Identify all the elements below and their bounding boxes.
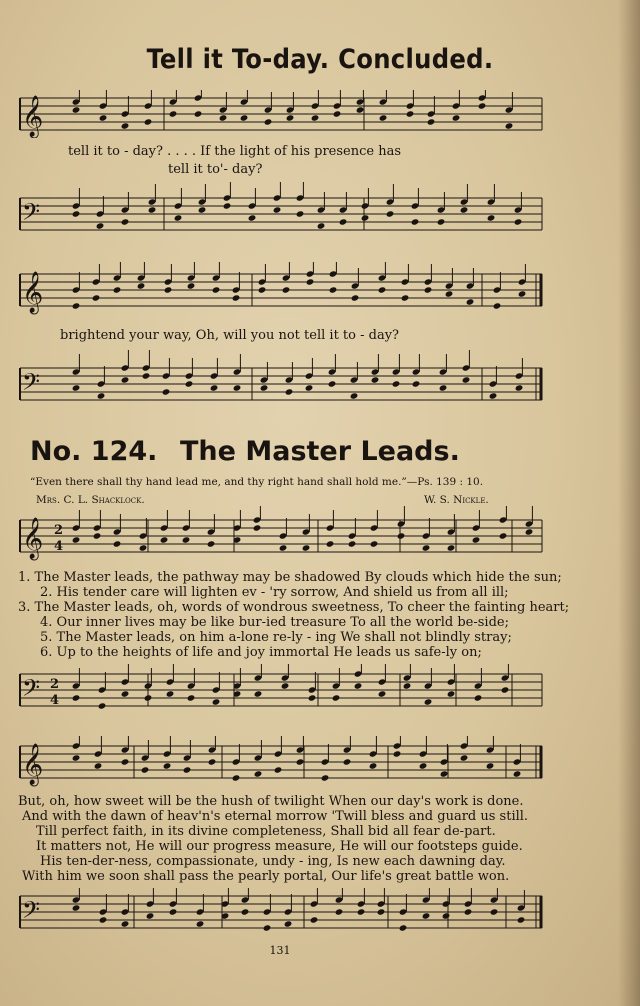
note-head [354,682,363,689]
verse-1b: But, oh, how sweet will be the hush of twilight When our day's work is done. [18,794,524,809]
note-head [440,770,449,777]
note-head [185,380,194,387]
note-head [442,912,451,919]
note-head [517,916,526,923]
note-head [305,384,314,391]
note-head [183,766,192,773]
note-head [212,286,221,293]
note-head [393,750,402,757]
note-head [72,754,81,761]
note-head [378,690,387,697]
note-head [525,528,534,535]
note-head [163,762,172,769]
note-head [99,114,108,121]
note-head [198,206,207,213]
treble-staff-system4 [16,736,546,792]
note-head [329,286,338,293]
note-head [144,694,153,701]
note-head [187,282,196,289]
note-head [113,286,122,293]
note-head [403,682,412,689]
note-head [282,286,291,293]
note-head [486,762,495,769]
note-head [406,110,415,117]
note-head [515,384,524,391]
note-head [296,210,305,217]
verse-4b: It matters not, He will our progress measure, He will our footsteps guide. [36,839,523,854]
note-head [369,762,378,769]
note-head [447,544,456,551]
note-head [240,114,249,121]
note-head [401,294,410,301]
note-head [98,702,107,709]
page-edge-shadow [618,0,640,1006]
note-head [397,532,406,539]
note-head [72,536,81,543]
note-head [310,916,319,923]
note-head [160,536,169,543]
note-head [302,544,311,551]
bass-staff-system3 [16,664,546,720]
svg-text:4: 4 [50,693,60,708]
note-head [439,384,448,391]
note-head [412,380,421,387]
note-head [356,106,365,113]
note-head [489,392,498,399]
lyric-line-1b: tell it to'- day? [168,162,263,177]
bass-staff-system1 [16,182,546,242]
note-head [212,698,221,705]
note-head [169,110,178,117]
note-head [253,524,262,531]
note-head [187,694,196,701]
note-head [437,218,446,225]
note-head [321,774,330,781]
note-head [311,114,320,121]
note-head [357,908,366,915]
verse-3b: Till perfect faith, in its divine completeness, Shall bid all fear de-part. [36,824,496,839]
note-head [196,920,205,927]
note-head [466,298,475,305]
note-head [478,102,487,109]
note-head [490,908,499,915]
bass-staff-system2 [16,348,546,414]
hymn-number: No. 124. [30,436,158,467]
author-credit: Mrs. C. L. Shacklock. [36,494,145,506]
note-head [241,908,250,915]
verse-1a: 1. The Master leads, the pathway may be shadowed By clouds which hide the sun; [18,570,562,585]
svg-text:2: 2 [54,523,64,538]
note-head [339,218,348,225]
note-head [472,536,481,543]
note-head [419,762,428,769]
note-head [474,694,483,701]
note-head [258,286,267,293]
note-head [501,686,510,693]
note-head [285,388,294,395]
note-head [121,690,130,697]
note-head [351,294,360,301]
note-head [379,114,388,121]
svg-text:𝄢: 𝄢 [22,368,41,401]
note-head [121,376,130,383]
note-head [445,290,454,297]
hymn-title: The Master Leads. [180,436,460,467]
verse-3a: 3. The Master leads, oh, words of wondrous sweetness, To cheer the fainting heart; [18,600,570,615]
note-head [333,110,342,117]
note-head [121,758,130,765]
note-head [332,694,341,701]
verse-2b: And with the dawn of heav'n's eternal morrow 'Twill bless and guard us still. [22,809,529,824]
note-head [411,218,420,225]
note-head [371,376,380,383]
note-head [264,118,273,125]
note-head [142,372,151,379]
svg-text:𝄞: 𝄞 [22,518,44,559]
note-head [377,908,386,915]
note-head [121,218,130,225]
note-head [493,302,502,309]
note-head [326,540,335,547]
note-head [308,694,317,701]
note-head [93,532,102,539]
note-head [427,118,436,125]
verse-6a: 6. Up to the heights of life and joy immortal He leads us safe-ly on; [40,645,482,660]
svg-text:4: 4 [54,539,64,554]
note-head [219,114,228,121]
note-head [392,380,401,387]
note-head [139,544,148,551]
lyric-line-1a: tell it to - day? . . . . If the light of his presence has [68,144,402,159]
note-head [274,766,283,773]
note-head [169,908,178,915]
note-head [208,758,217,765]
note-head [505,122,514,129]
lyric-line-2: brightend your way, Oh, will you not tell it to - day? [60,328,400,343]
page-number: 131 [269,944,291,957]
note-head [254,770,263,777]
note-head [72,904,81,911]
note-head [94,762,103,769]
svg-text:𝄢: 𝄢 [22,896,41,929]
note-head [248,214,257,221]
note-head [166,690,175,697]
page-title-tell-it-today: Tell it To-day. Concluded. [146,44,494,75]
note-head [254,690,263,697]
verse-6b: With him we soon shall pass the pearly portal, Our life's great battle won. [22,869,510,884]
svg-text:𝄢: 𝄢 [22,674,41,707]
note-head [328,380,337,387]
note-head [223,202,232,209]
note-head [350,392,359,399]
note-head [422,544,431,551]
note-head [286,114,295,121]
note-head [148,206,157,213]
treble-staff-system1 [16,90,546,138]
note-head [146,912,155,919]
epigraph: “Even there shall thy hand lead me, and thy right hand shall hold me.”—Ps. 139 : 10. [30,476,484,488]
note-head [72,302,81,309]
note-head [284,920,293,927]
note-head [447,690,456,697]
note-head [210,384,219,391]
note-head [97,392,106,399]
note-head [144,118,153,125]
note-head [92,294,101,301]
note-head [260,384,269,391]
verse-5b: His ten-der-ness, compassionate, undy - ing, Is new each dawning day. [40,854,506,869]
note-head [263,924,272,931]
note-head [162,388,171,395]
verse-5a: 5. The Master leads, on him a-lone re-ly - ing We shall not blindly stray; [40,630,512,645]
note-head [317,222,326,229]
note-head [279,544,288,551]
note-head [343,758,352,765]
note-head [460,754,469,761]
note-head [281,682,290,689]
note-head [232,774,241,781]
svg-text:𝄞: 𝄞 [22,96,44,137]
note-head [121,920,130,927]
note-head [72,106,81,113]
note-head [378,286,387,293]
note-head [361,214,370,221]
note-head [518,290,527,297]
verse-4a: 4. Our inner lives may be like bur-ied treasure To all the world be-side; [40,615,509,630]
note-head [348,540,357,547]
note-head [514,218,523,225]
note-head [424,286,433,293]
note-head [232,294,241,301]
note-head [72,210,81,217]
note-head [452,114,461,121]
note-head [462,376,471,383]
note-head [335,908,344,915]
note-head [273,206,282,213]
note-head [207,540,216,547]
note-head [99,916,108,923]
note-head [306,278,315,285]
treble-staff-system2 [16,262,546,318]
svg-text:𝄞: 𝄞 [22,744,44,785]
note-head [487,214,496,221]
note-head [113,540,122,547]
svg-text:2: 2 [50,677,60,692]
note-head [72,384,81,391]
note-head [513,770,522,777]
note-head [137,282,146,289]
verse-2a: 2. His tender care will lighten ev - 'ry sorrow, And shield us from all ill; [40,585,509,600]
note-head [422,912,431,919]
note-head [164,286,173,293]
note-head [464,908,473,915]
note-head [174,214,183,221]
note-head [182,536,191,543]
note-head [499,532,508,539]
note-head [296,758,305,765]
note-head [194,110,203,117]
composer-credit: W. S. Nickle. [424,494,489,506]
svg-text:𝄢: 𝄢 [22,198,41,231]
svg-text:𝄞: 𝄞 [22,272,44,313]
bass-staff-system4 [16,888,546,944]
note-head [121,122,130,129]
note-head [399,924,408,931]
note-head [460,206,469,213]
note-head [370,540,379,547]
note-head [386,210,395,217]
note-head [96,222,105,229]
note-head [424,698,433,705]
note-head [72,694,81,701]
note-head [141,766,150,773]
treble-staff-system3 [16,506,546,566]
note-head [233,384,242,391]
